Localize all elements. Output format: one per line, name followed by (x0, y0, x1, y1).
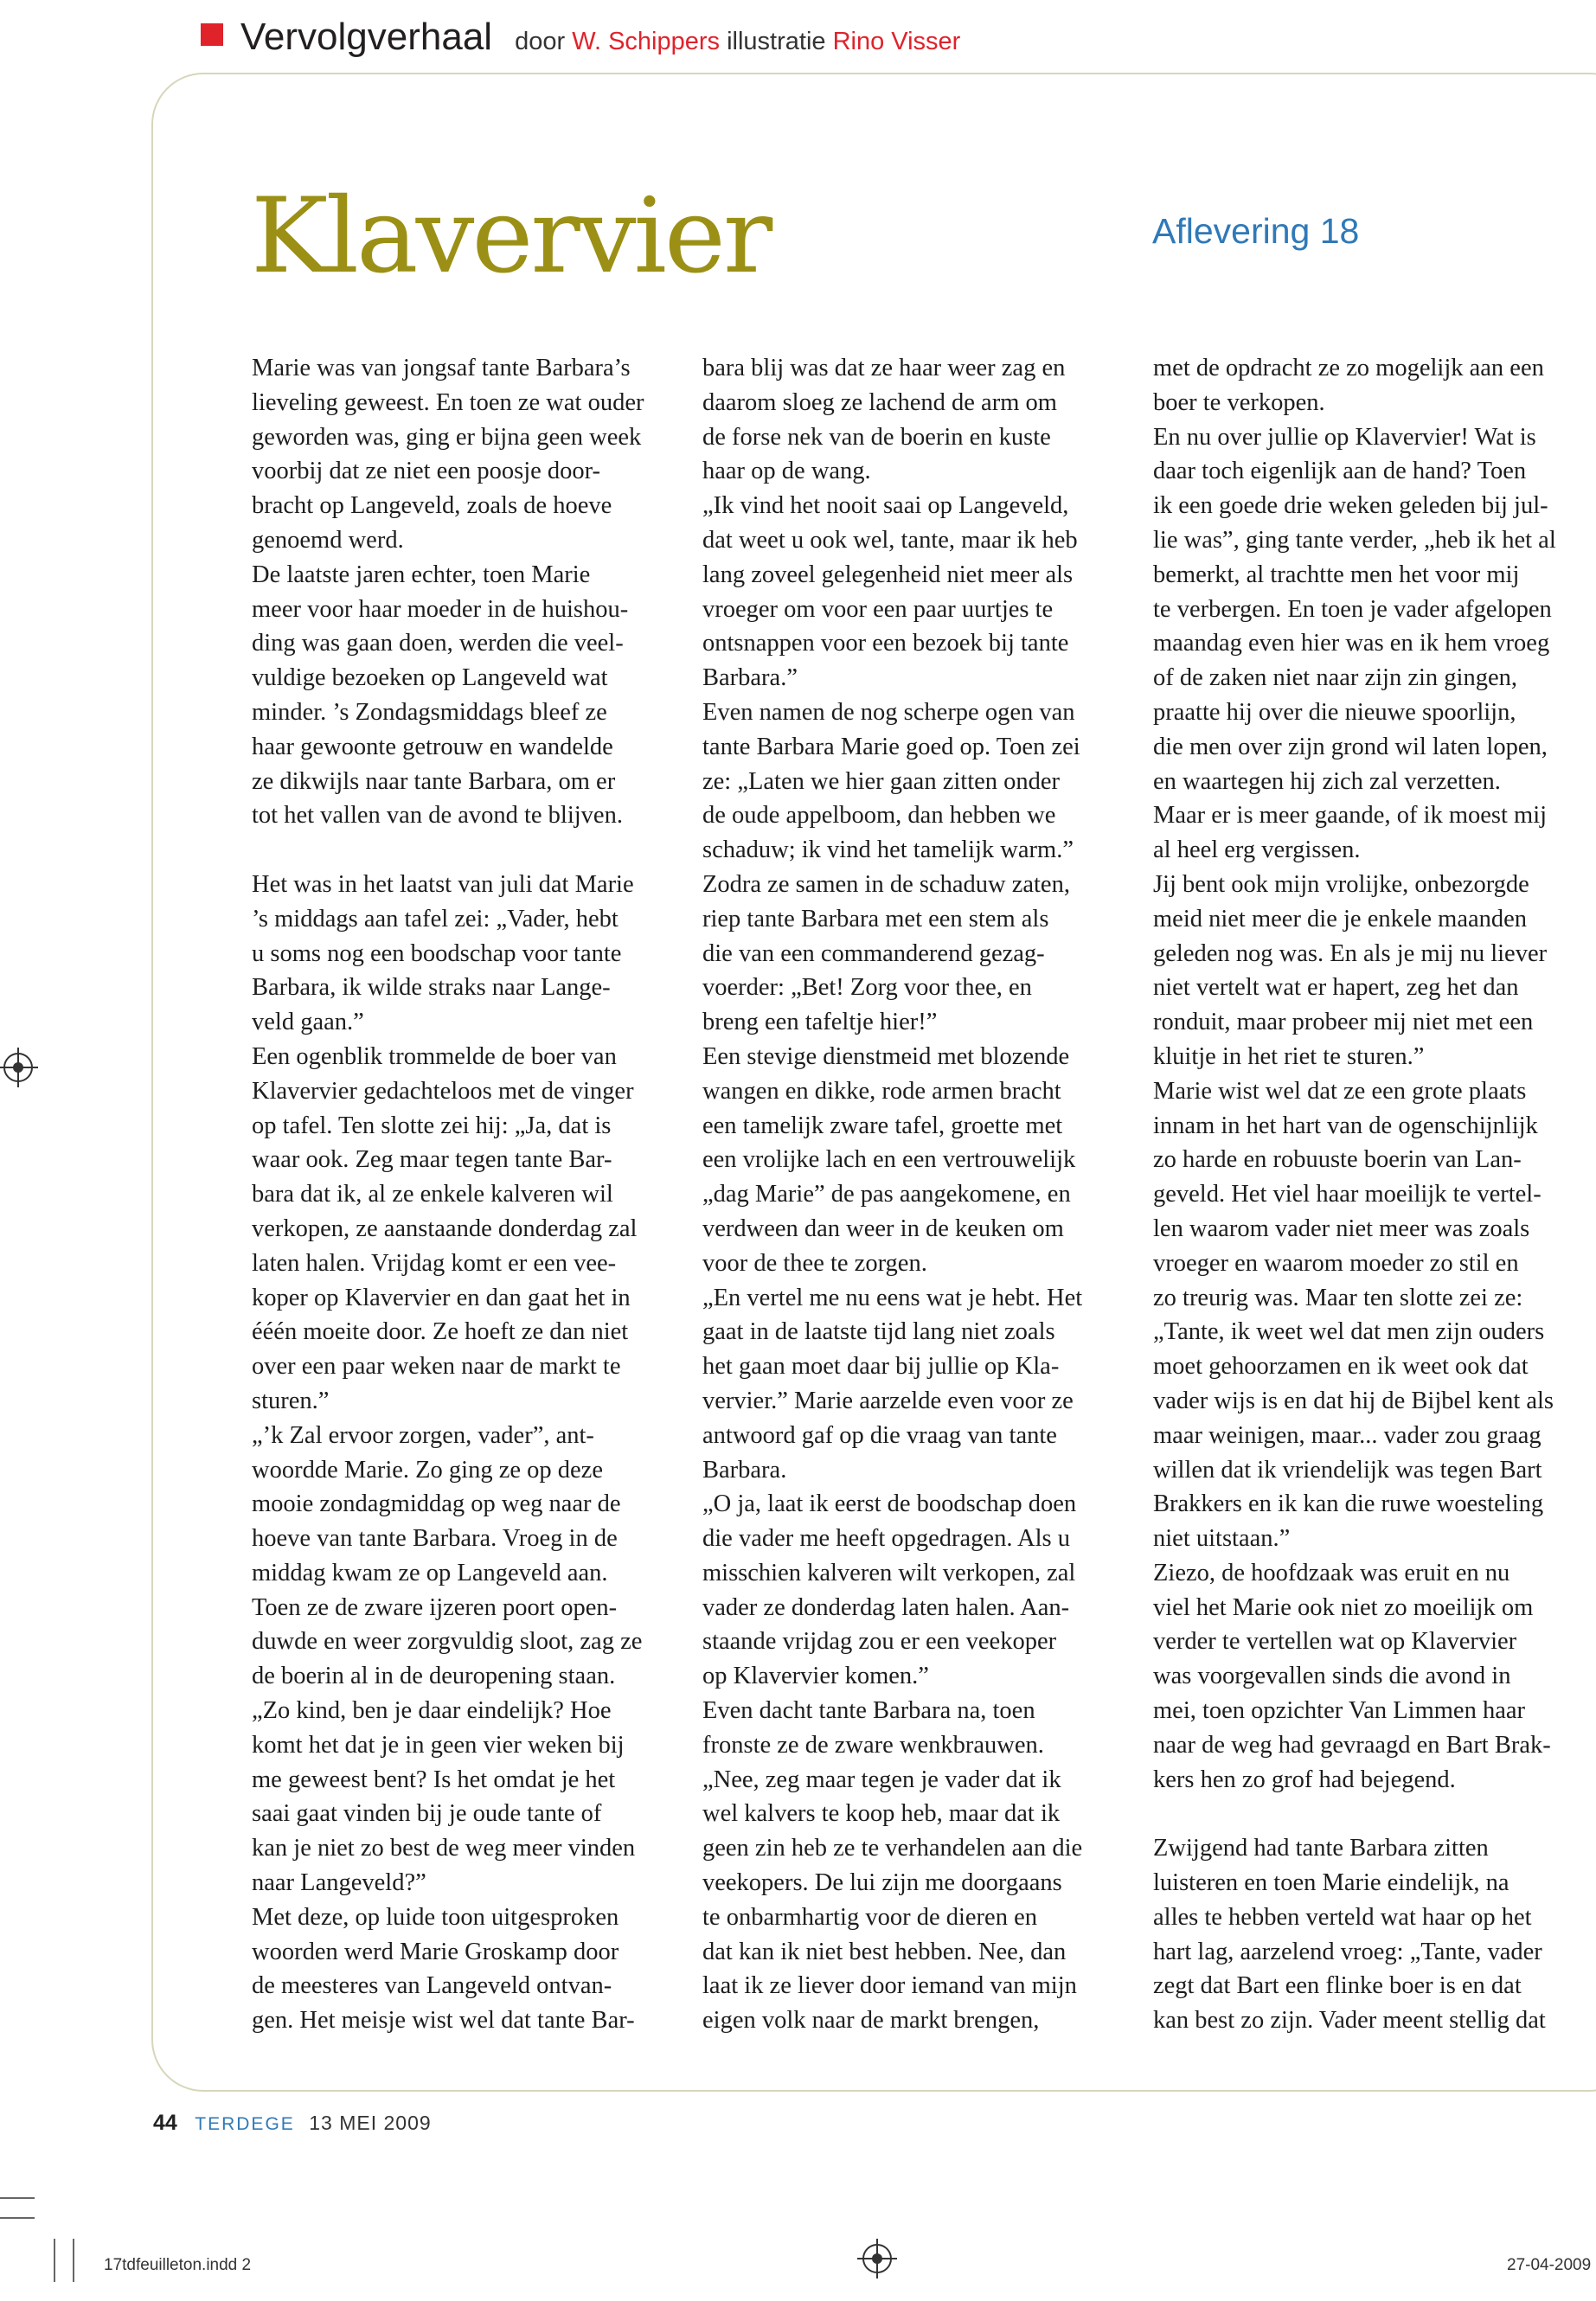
article-title: Klavervier (251, 176, 771, 297)
crop-mark (73, 2239, 74, 2282)
illustrator-name: Rino Visser (832, 28, 961, 55)
registration-mark-left (3, 1053, 33, 1082)
credits (515, 28, 960, 56)
slug-print-date: 27-04-2009 (1507, 2256, 1592, 2274)
crop-mark (54, 2239, 55, 2282)
section-label: Vervolgverhaal (240, 16, 493, 58)
episode-label: Aflevering 18 (1152, 211, 1360, 251)
text-column-3: met de opdracht ze zo mogelijk aan een boer te verkopen. En nu over jullie op Klavervier! Wat is daar toch eigenlijk aan de hand? Toen ik een goede drie weken geleden bij jul- lie was”, ging tante verder, „heb ik het al bemerkt, al trachtte men het voor mij te verbergen. En toen je vader afgelopen maandag even hier was en ik hem vroeg of de zaken niet naar zijn zin gingen, praatte hij over die nieuwe spoorlijn, die men over zijn grond wil laten lopen, en waartegen hij zich zal verzetten. Maar er is meer gaande, of ik moest mij al heel erg vergissen. Jij bent ook mijn vrolijke, onbezorgde meid niet meer die je enkele maanden geleden nog was. En als je mij nu liever niet vertelt wat er hapert, zeg het dan ronduit, maar probeer mij niet met een kluitje in het riet te sturen.” Marie wist wel dat ze een grote plaats innam in het hart van de ogenschijnlijk zo harde en robuuste boerin van Lan- geveld. Het viel haar moeilijk te vertel- len waarom vader niet meer was zoals vroeger en waarom moeder zo stil en zo treurig was. Maar ten slotte zei ze: „Tante, ik weet wel dat men zijn ouders moet gehoorzamen en ik weet ook dat vader wijs is en dat hij de Bijbel kent als maar weinigen, maar... vader zou graag willen dat ik vriendelijk was tegen Bart Brakkers en ik kan die ruwe woesteling niet uitstaan.” Ziezo, de hoofdzaak was eruit en nu viel het Marie ook niet zo moeilijk om verder te vertellen wat op Klavervier was voorgevallen sinds die avond in mei, toen opzichter Van Limmen haar naar de weg had gevraagd en Bart Brak- kers hen zo grof had bejegend. Zwijgend had tante Barbara zitten luisteren en toen Marie eindelijk, na alles te hebben verteld wat haar op het hart lag, aarzelend vroeg: „Tante, vader zegt dat Bart een flinke boer is en dat kan best zo zijn. Vader meent stellig dat (1153, 355, 1556, 2035)
author-name: W. Schippers (572, 28, 721, 55)
page-footer (153, 2111, 432, 2136)
text-column-1: Marie was van jongsaf tante Barbara’s lieveling geweest. En toen ze wat ouder geworden was, ging er bijna geen week voorbij dat ze niet een poosje door- bracht op Langeveld, zoals de hoeve genoemd werd. De laatste jaren echter, toen Marie meer voor haar moeder in de huishou- ding was gaan doen, werden die veel- vuldige bezoeken op Langeveld wat minder. ’s Zondagsmiddags bleef ze haar gewoonte getrouw en wandelde ze dikwijls naar tante Barbara, om er tot het vallen van de avond te blijven. Het was in het laatst van juli dat Marie ’s middags aan tafel zei: „Vader, hebt u soms nog een boodschap voor tante Barbara, ik wilde straks naar Lange- veld gaan.” Een ogenblik trommelde de boer van Klavervier gedachteloos met de vinger op tafel. Ten slotte zei hij: „Ja, dat is waar ook. Zeg maar tegen tante Bar- bara dat ik, al ze enkele kalveren wil verkopen, ze aanstaande donderdag zal laten halen. Vrijdag komt er een vee- koper op Klavervier en dan gaat het in ééén moeite door. Ze hoeft ze dan niet over een paar weken naar de markt te sturen.” „’k Zal ervoor zorgen, vader”, ant- woordde Marie. Zo ging ze op deze mooie zondagmiddag op weg naar de hoeve van tante Barbara. Vroeg in de middag kwam ze op Langeveld aan. Toen ze de zware ijzeren poort open- duwde en weer zorgvuldig sloot, zag ze de boerin al in de deuropening staan. „Zo kind, ben je daar eindelijk? Hoe komt het dat je in geen vier weken bij me geweest bent? Is het omdat je het saai gaat vinden bij je oude tante of kan je niet zo best de weg meer vinden naar Langeveld?” Met deze, op luide toon uitgesproken woorden werd Marie Groskamp door de meesteres van Langeveld ontvan- gen. Het meisje wist wel dat tante Bar- (252, 355, 644, 2035)
slug-filename: 17tdfeuilleton.indd 2 (104, 2256, 252, 2274)
crop-mark (0, 2197, 35, 2199)
section-marker-square (201, 23, 223, 46)
section-header (201, 16, 960, 76)
text-column-2: bara blij was dat ze haar weer zag en daarom sloeg ze lachend de arm om de forse nek van de boerin en kuste haar op de wang. „Ik vind het nooit saai op Langeveld, dat weet u ook wel, tante, maar ik heb lang zoveel gelegenheid niet meer als vroeger om voor een paar uurtjes te ontsnappen voor een bezoek bij tante Barbara.” Even namen de nog scherpe ogen van tante Barbara Marie goed op. Toen zei ze: „Laten we hier gaan zitten onder de oude appelboom, dan hebben we schaduw; ik vind het tamelijk warm.” Zodra ze samen in de schaduw zaten, riep tante Barbara met een stem als die van een commanderend gezag- voerder: „Bet! Zorg voor thee, en breng een tafeltje hier!” Een stevige dienstmeid met blozende wangen en dikke, rode armen bracht een tamelijk zware tafel, groette met een vrolijke lach en een vertrouwelijk „dag Marie” de pas aangekomene, en verdween dan weer in de keuken om voor de thee te zorgen. „En vertel me nu eens wat je hebt. Het gaat in de laatste tijd lang niet zoals het gaan moet daar bij jullie op Kla- vervier.” Marie aarzelde even voor ze antwoord gaf op die vraag van tante Barbara. „O ja, laat ik eerst de boodschap doen die vader me heeft opgedragen. Als u misschien kalveren wilt verkopen, zal vader ze donderdag laten halen. Aan- staande vrijdag zou er een veekoper op Klavervier komen.” Even dacht tante Barbara na, toen fronste ze de zware wenkbrauwen. „Nee, zeg maar tegen je vader dat ik wel kalvers te koop heb, maar dat ik geen zin heb ze te verhandelen aan die veekopers. De lui zijn me doorgaans te onbarmhartig voor de dieren en dat kan ik niet best hebben. Nee, dan laat ik ze liever door iemand van mijn eigen volk naar de markt brengen, (702, 355, 1083, 2035)
registration-mark-bottom (862, 2244, 892, 2273)
crop-mark (0, 2217, 35, 2219)
issue-date: 13 MEI 2009 (309, 2112, 432, 2134)
credit-by: door (515, 28, 566, 55)
page-number: 44 (153, 2111, 177, 2135)
magazine-name: TERDEGE (195, 2114, 295, 2134)
credit-illustration-label: illustratie (727, 28, 826, 55)
